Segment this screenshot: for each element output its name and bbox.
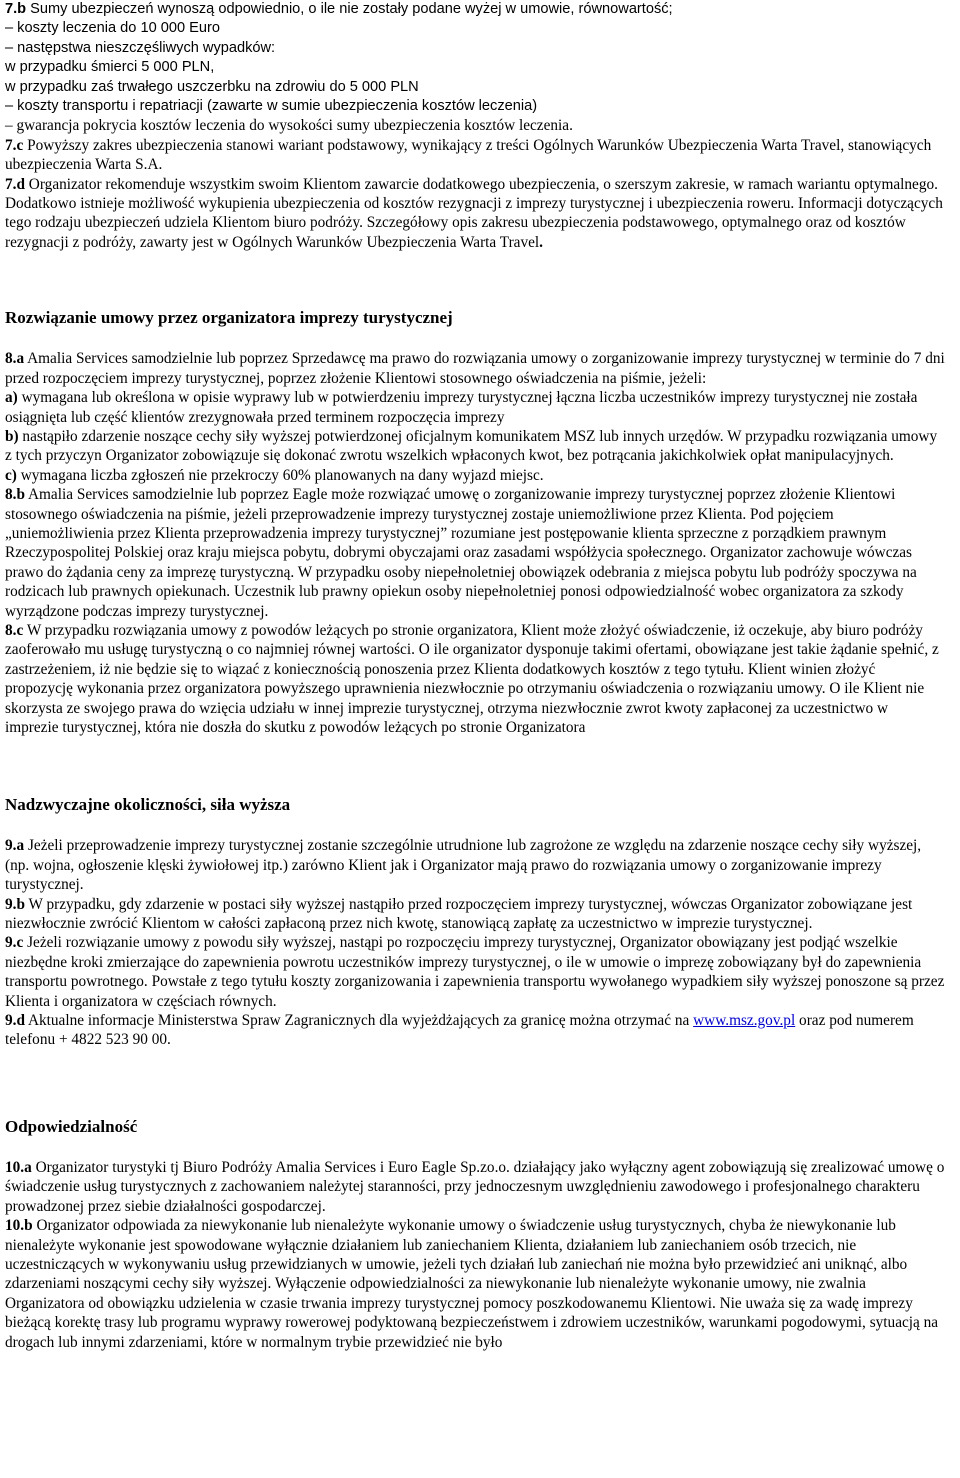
paragraph-8b — [5, 485, 945, 621]
paragraph-text: Jeżeli przeprowadzenie imprezy turystycznej zostanie szczególnie utrudnione lub zagrożone ze względu na zdarzenie noszące cechy siły wyższej, (np. wojna, ogłoszenie klęski żywiołowej itp.) zarówno Klient jak i Organizator mają prawo do rozwiązania umowy o zorganizowanie imprezy turystycznej. — [5, 837, 922, 894]
paragraph-text: Amalia Services samodzielnie lub poprzez Eagle może rozwiązać umowę o zorganizowanie imprezy turystycznej poprzez złożenie Klientowi stosownego oświadczenia na piśmie, jeżeli przeprowadzenie imprezy turystycznej zostaje uniemożliwione przez Klienta. Pod pojęciem „uniemożliwienia przez Klienta przeprowadzenia imprezy turystycznej” rozumiane jest postępowanie klienta sprzeczne z porządkiem prawnym Rzeczypospolitej Polskiej oraz kraju miejsca pobytu, dobrymi obyczajami oraz zasadami współżycia społecznego. Organizator zachowuje wówczas prawo do żądania ceny za imprezę turystyczną. W przypadku osoby niepełnoletniej obowiązek odebrania z miejsca pobytu lub podróży spoczywa na rodzicach lub prawnych opiekunach. Uczestnik lub prawny opiekun osoby niepełnoletniej ponosi odpowiedzialność wobec organizatora za szkody wyrządzone podczas imprezy turystycznej. — [5, 486, 917, 620]
paragraph-8a-b — [5, 427, 945, 466]
section-number: 8.b — [5, 486, 25, 504]
paragraph-text: Sumy ubezpieczeń wynoszą odpowiednio, o ile nie zostały podane wyżej w umowie, równowartość; — [26, 1, 673, 17]
section-number: 7.b — [5, 1, 27, 17]
section-number: c) — [5, 466, 17, 484]
paragraph-7c — [5, 136, 945, 175]
list-item: – następstwa nieszczęśliwych wypadków: — [5, 39, 276, 56]
paragraph-text: wymagana lub określona w opisie wyprawy lub w potwierdzeniu imprezy turystycznej łączna liczba uczestników imprezy turystycznej nie została osiągnięta lub część klientów zrezygnowała przed terminem rozpoczęcia imprezy — [5, 389, 918, 426]
paragraph-7b-intro — [5, 0, 945, 19]
paragraph-9d — [5, 1011, 945, 1050]
paragraph-text: oraz pod numerem telefonu + 4822 523 90 00. — [5, 1012, 914, 1049]
paragraph-9a — [5, 836, 945, 894]
section-number: 7.c — [5, 136, 24, 154]
section-number: 9.d — [5, 1012, 25, 1030]
paragraph-text: wymagana liczba zgłoszeń nie przekroczy 60% planowanych na dany wyjazd miejsc. — [16, 466, 544, 484]
paragraph-text: Organizator turystyki tj Biuro Podróży Amalia Services i Euro Eagle Sp.zo.o. działający jako wyłączny agent zobowiązują się zrealizować umowę o świadczenie usług turystycznych z zachowaniem należytej staranności, przy jednoczesnym uwzględnieniu zawodowego i profesjonalnego charakteru prowadzonej przez siebie działalności gospodarczej. — [5, 1158, 945, 1215]
paragraph-8a-c — [5, 466, 945, 485]
section-number: b) — [5, 427, 19, 445]
paragraph-10a — [5, 1158, 945, 1216]
section-number: 8.c — [5, 621, 24, 639]
list-item: – gwarancja pokrycia kosztów leczenia do wysokości sumy ubezpieczenia kosztów leczenia. — [5, 117, 573, 135]
paragraph-text: W przypadku, gdy zdarzenie w postaci siły wyższej nastąpiło przed rozpoczęciem imprezy turystycznej, wówczas Organizator zobowiązane jest niezwłocznie zwrócić Klientom w całości zapłaconą przez nich kwotę, stanowiącą zapłatę za uczestnictwo w imprezie turystycznej. — [5, 895, 913, 933]
paragraph-text: nastąpiło zdarzenie noszące cechy siły wyższej potwierdzonej oficjalnym komunikatem MSZ lub innych urzędów. W przypadku rozwiązania umowy z tych przyczyn Organizator zobowiązuje się dokonać zwrotu wszelkich wpłaconych kwot, bez potrącania jakichkolwiek opłat manipulacyjnych. — [5, 427, 938, 465]
paragraph-end: . — [539, 233, 543, 251]
list-item: w przypadku zaś trwałego uszczerbku na zdrowiu do 5 000 PLN — [5, 78, 419, 95]
section-number: 10.a — [5, 1158, 32, 1176]
section-heading-termination: Rozwiązanie umowy przez organizatora imprezy turystycznej — [5, 308, 453, 328]
section-number: 7.d — [5, 175, 25, 193]
paragraph-9c — [5, 933, 945, 1011]
paragraph-text: Organizator odpowiada za niewykonanie lub nienależyte wykonanie umowy o świadczenie usług turystycznych, chyba że niewykonanie lub nienależyte wykonanie jest spowodowane wyłącznie działaniem lub zaniechaniem Klienta, działaniem lub zaniechaniem osób trzecich, nie uczestniczących w wykonywaniu usług przewidzianych w umowie, jeżeli tych działań lub zaniechań nie można było przewidzieć ani uniknąć, albo zdarzeniami noszącymi cechy siły wyższej. Wyłączenie odpowiedzialności za niewykonanie lub nienależyte wykonanie umowy, nie zwalnia Organizatora od obowiązku udzielenia w czasie trwania imprezy turystycznej pomocy poszkodowanemu Klientowi. Nie uważa się za wadę imprezy bieżącą korektę trasy lub programu wyprawy rowerowej podyktowaną bezpieczeństwem i zdrowiem uczestników, warunkami pogodowymi, sytuacją na drogach lub innymi zdarzeniami, które w normalnym trybie przewidzieć nie było — [5, 1217, 939, 1351]
section-number: 9.c — [5, 934, 24, 952]
paragraph-text: Amalia Services samodzielnie lub poprzez Sprzedawcę ma prawo do rozwiązania umowy o zorganizowanie imprezy turystycznej w terminie do 7 dni przed rozpoczęciem imprezy turystycznej, poprzez złożenie Klientowi stosownego oświadczenia na piśmie, jeżeli: — [5, 350, 945, 387]
section-number: a) — [5, 389, 18, 407]
paragraph-text: W przypadku rozwiązania umowy z powodów leżących po stronie organizatora, Klient może złożyć oświadczenie, iż oczekuje, aby biuro podróży zaoferowało mu usługę turystyczną o co najmniej równej wartości. O ile organizator dysponuje takimi ofertami, obowiązane jest takie żądanie spełnić, z zastrzeżeniem, iż nie będzie się to wiązać z koniecznością ponoszenia przez Klienta dodatkowych kosztów z tego tytułu. Klient winien złożyć propozycję wykonania przez organizatora powyższego uprawnienia niezwłocznie po otrzymaniu oświadczenia o rozwiązaniu umowy. O ile Klient nie skorzysta ze swojego prawa do wzięcia udziału w innej imprezie turystycznej, otrzyma niezwłocznie zwrot kwoty zapłaconej za uczestnictwo w imprezie turystycznej, która nie doszła do skutku z powodów leżących po stronie Organizatora — [5, 621, 939, 736]
list-item: w przypadku śmierci 5 000 PLN, — [5, 59, 215, 76]
paragraph-7d — [5, 175, 945, 253]
list-item: – koszty leczenia do 10 000 Euro — [5, 20, 220, 37]
paragraph-8a — [5, 349, 945, 388]
section-number: 9.b — [5, 895, 25, 913]
section-7b — [5, 0, 945, 116]
paragraph-text: Jeżeli rozwiązanie umowy z powodu siły wyższej, nastąpi po rozpoczęciu imprezy turystycznej, Organizator obowiązany jest podjąć wszelkie niezbędne kroki zmierzające do zapewnienia powrotu uczestników imprezy turystycznej, o ile w umowie o imprezę zobowiązany był do zapewnienia transportu powrotnego. Powstałe z tego tytułu koszty zorganizowania i zapewnienia transportu wywołanego wypadkiem siły wyższej ponoszone są przez Klienta i organizatora w częściach równych. — [5, 934, 945, 1010]
section-number: 10.b — [5, 1217, 33, 1235]
section-heading-force-majeure: Nadzwyczajne okoliczności, siła wyższa — [5, 795, 291, 815]
paragraph-9b — [5, 895, 945, 934]
paragraph-8a-a — [5, 388, 945, 427]
paragraph-10b — [5, 1216, 945, 1352]
section-number: 9.a — [5, 837, 25, 855]
list-item: – koszty transportu i repatriacji (zawarte w sumie ubezpieczenia kosztów leczenia) — [5, 98, 538, 115]
paragraph-text: Organizator rekomenduje wszystkim swoim Klientom zawarcie dodatkowego ubezpieczenia, o szerszym zakresie, w ramach wariantu optymalnego. Dodatkowo istnieje możliwość wykupienia ubezpieczenia od kosztów rezygnacji z imprezy turystycznej i ubezpieczenia roweru. Informacji dotyczących tego rodzaju ubezpieczeń udziela Klientom biuro podróży. Szczegółowy opis zakresu ubezpieczenia podstawowego, optymalnego oraz od kosztów rezygnacji z podróży, zawarty jest w Ogólnych Warunków Ubezpieczenia Warta Travel — [5, 175, 943, 251]
msz-website-link[interactable]: www.msz.gov.pl — [693, 1012, 796, 1030]
paragraph-text: Powyższy zakres ubezpieczenia stanowi wariant podstawowy, wynikający z treści Ogólnych Warunków Ubezpieczenia Warta Travel, stanowiących ubezpieczenia Warta S.A. — [5, 136, 932, 174]
section-heading-liability: Odpowiedzialność — [5, 1116, 138, 1136]
section-number: 8.a — [5, 350, 25, 368]
paragraph-text: Aktualne informacje Ministerstwa Spraw Zagranicznych dla wyjeżdżających za granicę można otrzymać na — [24, 1012, 694, 1030]
paragraph-8c — [5, 621, 945, 737]
